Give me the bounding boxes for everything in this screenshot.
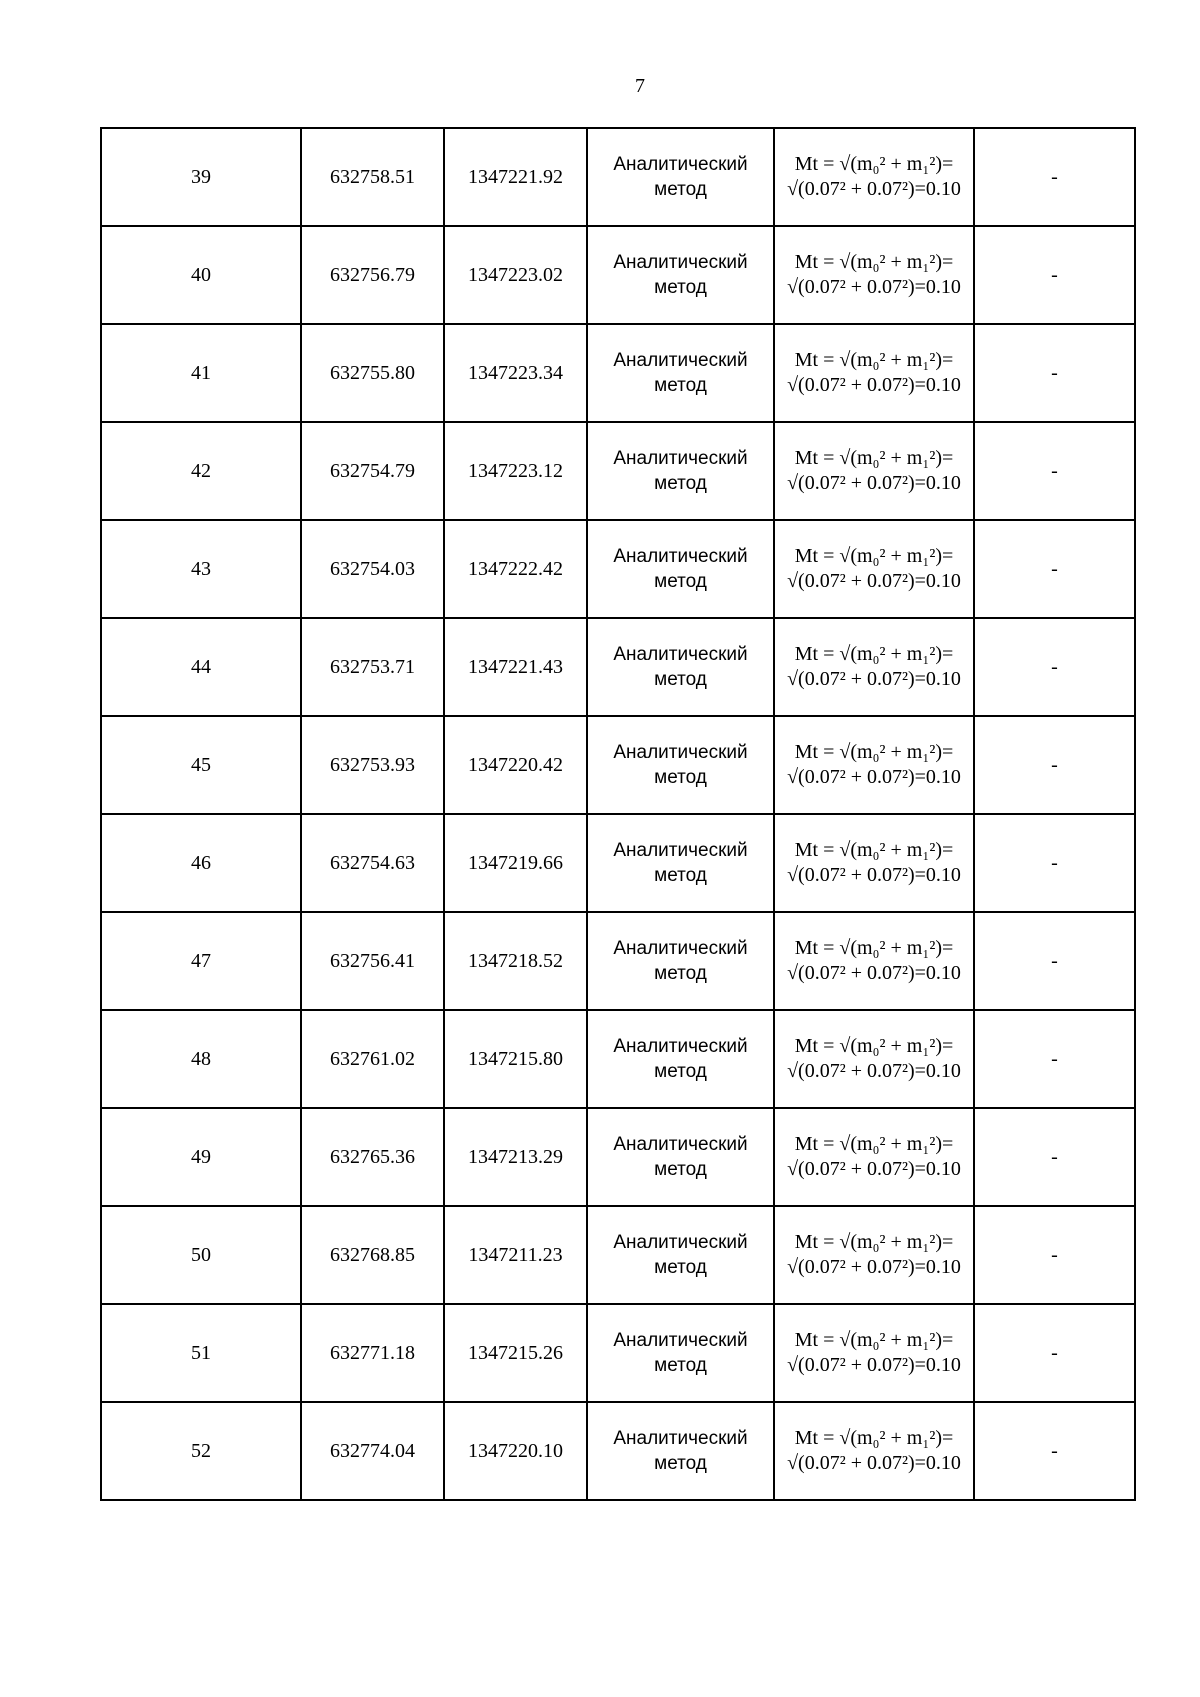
x-coordinate-cell: 632754.79	[301, 422, 444, 520]
formula-line-2: √(0.07² + 0.07²)=0.10	[787, 374, 961, 396]
formula-line-1: Mt = √(m₀² + m₁²)=	[794, 349, 954, 371]
formula-line-1: Mt = √(m₀² + m₁²)=	[794, 1329, 954, 1351]
method-cell	[587, 1304, 774, 1402]
table-row	[101, 1304, 1135, 1402]
table-row	[101, 1206, 1135, 1304]
note-cell: -	[974, 128, 1135, 226]
method-line-1: Аналитический	[613, 938, 748, 959]
table-row	[101, 618, 1135, 716]
method-line-1: Аналитический	[613, 1232, 748, 1253]
accuracy-formula-cell	[774, 1304, 974, 1402]
table-row	[101, 422, 1135, 520]
method-line-1: Аналитический	[613, 154, 748, 175]
coordinates-table	[100, 127, 1136, 1501]
x-coordinate-cell: 632754.03	[301, 520, 444, 618]
point-number-cell: 41	[101, 324, 301, 422]
y-coordinate-cell: 1347220.42	[444, 716, 587, 814]
note-cell: -	[974, 520, 1135, 618]
method-cell	[587, 520, 774, 618]
y-coordinate-cell: 1347220.10	[444, 1402, 587, 1500]
x-coordinate-cell: 632756.41	[301, 912, 444, 1010]
y-coordinate-cell: 1347219.66	[444, 814, 587, 912]
accuracy-formula-cell	[774, 912, 974, 1010]
formula-line-2: √(0.07² + 0.07²)=0.10	[787, 766, 961, 788]
method-line-2: метод	[654, 473, 707, 494]
method-cell	[587, 618, 774, 716]
method-line-2: метод	[654, 963, 707, 984]
formula-line-1: Mt = √(m₀² + m₁²)=	[794, 1035, 954, 1057]
accuracy-formula-cell	[774, 324, 974, 422]
point-number-cell: 52	[101, 1402, 301, 1500]
point-number-cell: 49	[101, 1108, 301, 1206]
formula-line-2: √(0.07² + 0.07²)=0.10	[787, 1452, 961, 1474]
note-cell: -	[974, 1206, 1135, 1304]
table-row	[101, 128, 1135, 226]
point-number-cell: 46	[101, 814, 301, 912]
accuracy-formula-cell	[774, 226, 974, 324]
accuracy-formula-cell	[774, 1010, 974, 1108]
method-line-1: Аналитический	[613, 350, 748, 371]
method-line-2: метод	[654, 1257, 707, 1278]
point-number-cell: 47	[101, 912, 301, 1010]
method-line-2: метод	[654, 179, 707, 200]
formula-line-1: Mt = √(m₀² + m₁²)=	[794, 1427, 954, 1449]
table-row	[101, 1010, 1135, 1108]
point-number-cell: 51	[101, 1304, 301, 1402]
formula-line-2: √(0.07² + 0.07²)=0.10	[787, 1060, 961, 1082]
method-line-2: метод	[654, 767, 707, 788]
method-cell	[587, 1108, 774, 1206]
method-line-2: метод	[654, 1159, 707, 1180]
method-line-2: метод	[654, 865, 707, 886]
method-line-2: метод	[654, 1453, 707, 1474]
formula-line-2: √(0.07² + 0.07²)=0.10	[787, 1158, 961, 1180]
note-cell: -	[974, 1010, 1135, 1108]
method-line-2: метод	[654, 571, 707, 592]
formula-line-2: √(0.07² + 0.07²)=0.10	[787, 1256, 961, 1278]
method-line-2: метод	[654, 1355, 707, 1376]
formula-line-2: √(0.07² + 0.07²)=0.10	[787, 178, 961, 200]
formula-line-2: √(0.07² + 0.07²)=0.10	[787, 570, 961, 592]
x-coordinate-cell: 632774.04	[301, 1402, 444, 1500]
note-cell: -	[974, 422, 1135, 520]
formula-line-1: Mt = √(m₀² + m₁²)=	[794, 839, 954, 861]
formula-line-1: Mt = √(m₀² + m₁²)=	[794, 741, 954, 763]
x-coordinate-cell: 632768.85	[301, 1206, 444, 1304]
formula-line-2: √(0.07² + 0.07²)=0.10	[787, 864, 961, 886]
method-line-1: Аналитический	[613, 1036, 748, 1057]
point-number-cell: 43	[101, 520, 301, 618]
x-coordinate-cell: 632765.36	[301, 1108, 444, 1206]
y-coordinate-cell: 1347223.34	[444, 324, 587, 422]
note-cell: -	[974, 912, 1135, 1010]
formula-line-1: Mt = √(m₀² + m₁²)=	[794, 153, 954, 175]
table-row	[101, 912, 1135, 1010]
method-cell	[587, 912, 774, 1010]
formula-line-2: √(0.07² + 0.07²)=0.10	[787, 472, 961, 494]
point-number-cell: 42	[101, 422, 301, 520]
note-cell: -	[974, 618, 1135, 716]
method-cell	[587, 324, 774, 422]
accuracy-formula-cell	[774, 1108, 974, 1206]
formula-line-2: √(0.07² + 0.07²)=0.10	[787, 668, 961, 690]
method-cell	[587, 226, 774, 324]
method-line-1: Аналитический	[613, 1134, 748, 1155]
accuracy-formula-cell	[774, 716, 974, 814]
y-coordinate-cell: 1347213.29	[444, 1108, 587, 1206]
x-coordinate-cell: 632756.79	[301, 226, 444, 324]
note-cell: -	[974, 226, 1135, 324]
method-line-1: Аналитический	[613, 840, 748, 861]
formula-line-1: Mt = √(m₀² + m₁²)=	[794, 1231, 954, 1253]
method-cell	[587, 1402, 774, 1500]
method-line-2: метод	[654, 375, 707, 396]
coordinates-table-body	[101, 128, 1135, 1500]
y-coordinate-cell: 1347223.12	[444, 422, 587, 520]
method-cell	[587, 1010, 774, 1108]
point-number-cell: 45	[101, 716, 301, 814]
note-cell: -	[974, 1108, 1135, 1206]
formula-line-1: Mt = √(m₀² + m₁²)=	[794, 447, 954, 469]
table-row	[101, 520, 1135, 618]
accuracy-formula-cell	[774, 618, 974, 716]
point-number-cell: 39	[101, 128, 301, 226]
table-row	[101, 1402, 1135, 1500]
formula-line-1: Mt = √(m₀² + m₁²)=	[794, 251, 954, 273]
accuracy-formula-cell	[774, 128, 974, 226]
x-coordinate-cell: 632758.51	[301, 128, 444, 226]
accuracy-formula-cell	[774, 422, 974, 520]
method-line-1: Аналитический	[613, 252, 748, 273]
method-cell	[587, 716, 774, 814]
table-row	[101, 226, 1135, 324]
note-cell: -	[974, 1402, 1135, 1500]
table-row	[101, 716, 1135, 814]
accuracy-formula-cell	[774, 814, 974, 912]
method-cell	[587, 1206, 774, 1304]
formula-line-2: √(0.07² + 0.07²)=0.10	[787, 276, 961, 298]
method-line-1: Аналитический	[613, 546, 748, 567]
formula-line-2: √(0.07² + 0.07²)=0.10	[787, 1354, 961, 1376]
formula-line-1: Mt = √(m₀² + m₁²)=	[794, 937, 954, 959]
accuracy-formula-cell	[774, 1402, 974, 1500]
method-line-1: Аналитический	[613, 1330, 748, 1351]
y-coordinate-cell: 1347223.02	[444, 226, 587, 324]
accuracy-formula-cell	[774, 1206, 974, 1304]
x-coordinate-cell: 632753.93	[301, 716, 444, 814]
x-coordinate-cell: 632753.71	[301, 618, 444, 716]
note-cell: -	[974, 814, 1135, 912]
point-number-cell: 48	[101, 1010, 301, 1108]
x-coordinate-cell: 632754.63	[301, 814, 444, 912]
point-number-cell: 44	[101, 618, 301, 716]
page-number: 7	[635, 75, 645, 97]
formula-line-2: √(0.07² + 0.07²)=0.10	[787, 962, 961, 984]
y-coordinate-cell: 1347215.26	[444, 1304, 587, 1402]
method-cell	[587, 422, 774, 520]
note-cell: -	[974, 1304, 1135, 1402]
table-row	[101, 814, 1135, 912]
formula-line-1: Mt = √(m₀² + m₁²)=	[794, 1133, 954, 1155]
y-coordinate-cell: 1347215.80	[444, 1010, 587, 1108]
table-row	[101, 1108, 1135, 1206]
y-coordinate-cell: 1347211.23	[444, 1206, 587, 1304]
note-cell: -	[974, 716, 1135, 814]
y-coordinate-cell: 1347221.43	[444, 618, 587, 716]
y-coordinate-cell: 1347218.52	[444, 912, 587, 1010]
point-number-cell: 50	[101, 1206, 301, 1304]
method-line-1: Аналитический	[613, 448, 748, 469]
method-line-1: Аналитический	[613, 644, 748, 665]
x-coordinate-cell: 632771.18	[301, 1304, 444, 1402]
note-cell: -	[974, 324, 1135, 422]
y-coordinate-cell: 1347221.92	[444, 128, 587, 226]
formula-line-1: Mt = √(m₀² + m₁²)=	[794, 545, 954, 567]
point-number-cell: 40	[101, 226, 301, 324]
method-line-1: Аналитический	[613, 742, 748, 763]
method-line-2: метод	[654, 669, 707, 690]
x-coordinate-cell: 632755.80	[301, 324, 444, 422]
y-coordinate-cell: 1347222.42	[444, 520, 587, 618]
method-line-2: метод	[654, 277, 707, 298]
formula-line-1: Mt = √(m₀² + m₁²)=	[794, 643, 954, 665]
table-row	[101, 324, 1135, 422]
method-cell	[587, 814, 774, 912]
method-cell	[587, 128, 774, 226]
method-line-1: Аналитический	[613, 1428, 748, 1449]
x-coordinate-cell: 632761.02	[301, 1010, 444, 1108]
method-line-2: метод	[654, 1061, 707, 1082]
accuracy-formula-cell	[774, 520, 974, 618]
